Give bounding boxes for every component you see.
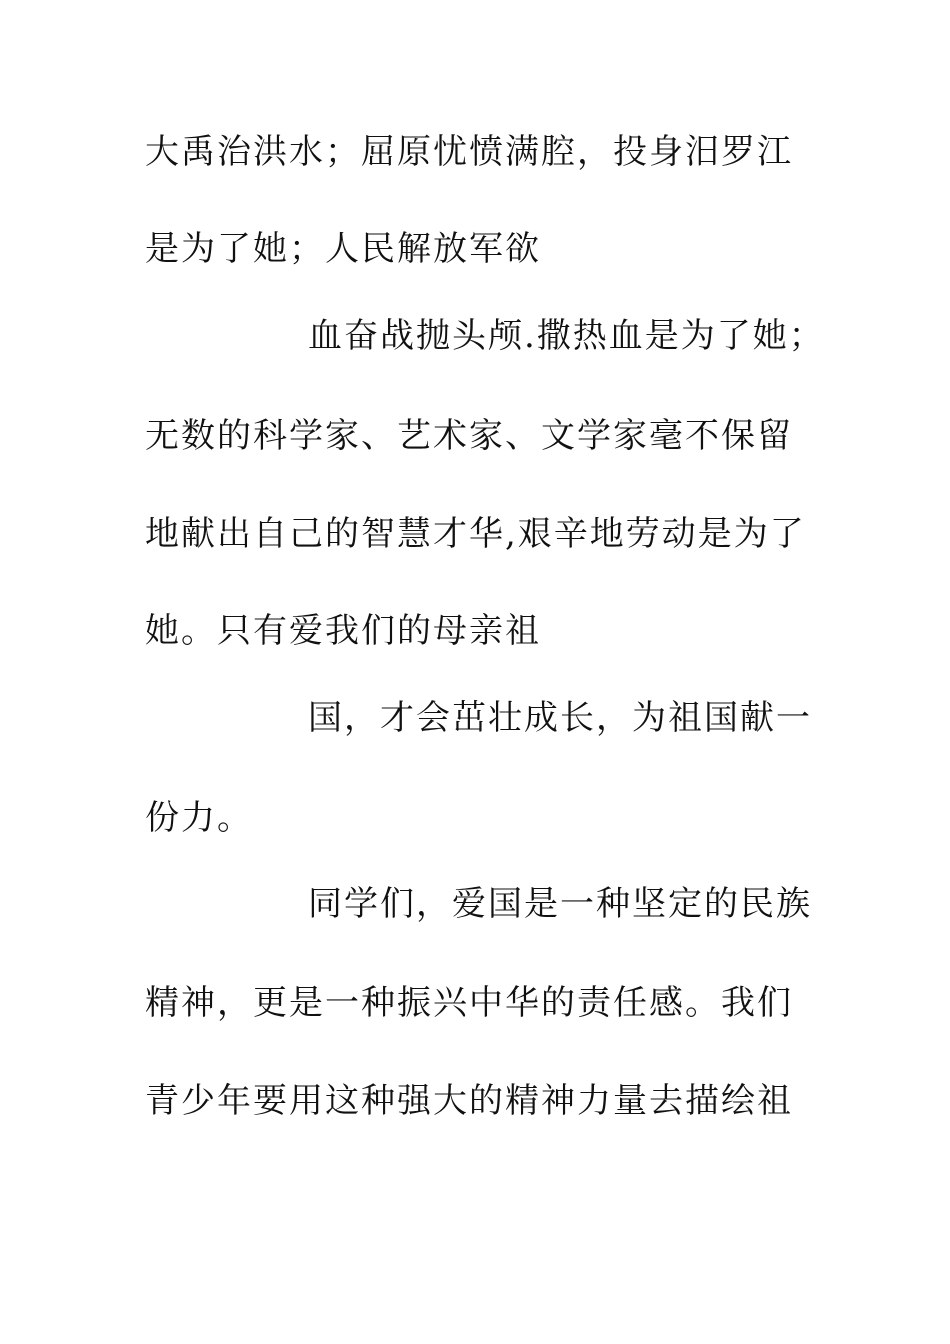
text-line-1: 大禹治洪水；屈原忧愤满腔，投身汨罗江 [145, 132, 793, 172]
text-line-2: 是为了她；人民解放军欲 [145, 229, 541, 269]
text-line-5: 地献出自己的智慧才华,艰辛地劳动是为了 [145, 514, 806, 554]
text-line-7: 国，才会茁壮成长，为祖国献一 [308, 698, 812, 738]
text-line-10: 精神，更是一种振兴中华的责任感。我们 [145, 983, 793, 1023]
text-line-3: 血奋战抛头颅.撒热血是为了她； [308, 316, 825, 356]
text-line-4: 无数的科学家、艺术家、文学家毫不保留 [145, 416, 793, 456]
text-line-9: 同学们，爱国是一种坚定的民族 [308, 884, 812, 924]
text-line-11: 青少年要用这种强大的精神力量去描绘祖 [145, 1081, 793, 1121]
text-line-8: 份力。 [145, 798, 253, 838]
text-line-6: 她。只有爱我们的母亲祖 [145, 611, 541, 651]
